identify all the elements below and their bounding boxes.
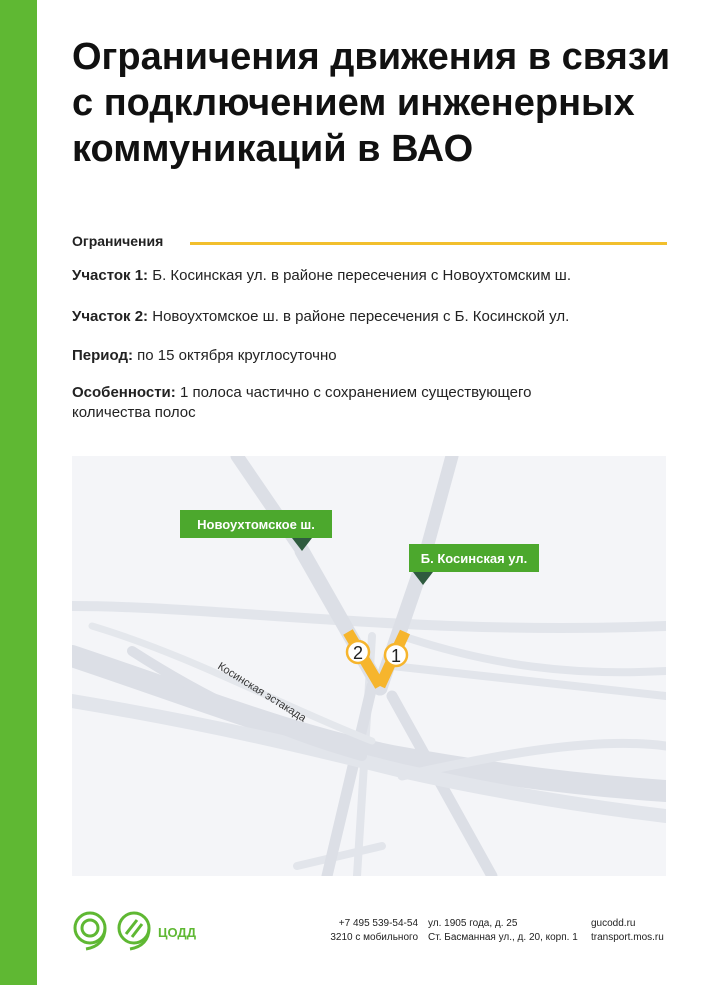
footer-address: ул. 1905 года, д. 25 — [428, 918, 518, 929]
footer-phone[interactable]: +7 495 539-54-54 — [338, 918, 418, 929]
footer-address: Ст. Басманная ул., д. 20, корп. 1 — [428, 932, 578, 943]
footer-site-link[interactable]: transport.mos.ru — [591, 932, 664, 943]
footer-phones — [290, 917, 418, 945]
callout-novoukhtomskoe-label: Новоухтомское ш. — [197, 517, 315, 532]
green-side-bar — [0, 0, 37, 985]
footer-site-link[interactable]: gucodd.ru — [591, 918, 636, 929]
detail-segment-2 — [72, 307, 672, 327]
detail-text: по 15 октября круглосуточно — [137, 347, 337, 364]
marker-1-label: 1 — [390, 646, 402, 666]
callout-kosinskaya-label: Б. Косинская ул. — [420, 551, 528, 566]
codd-logo-icon — [119, 913, 149, 949]
footer-addresses — [428, 917, 588, 945]
callout-kosinskaya — [409, 544, 539, 585]
gucodd-logo-icon — [75, 913, 105, 949]
section-header — [72, 233, 667, 253]
footer — [0, 905, 720, 955]
detail-label: Участок 1: — [72, 267, 149, 284]
road-map — [72, 456, 666, 876]
detail-segment-1 — [72, 266, 672, 286]
detail-text: Новоухтомское ш. в районе пересечения с Б. Косинской ул. — [152, 308, 570, 325]
overpass-label: Косинская эстакада — [215, 660, 309, 725]
page-title: Ограничения движения в связи с подключением инженерных коммуникаций в ВАО — [72, 36, 671, 170]
callout-novoukhtomskoe — [180, 510, 332, 551]
detail-text: 1 полоса частично с сохранением существующего количества полос — [72, 384, 532, 421]
detail-label: Особенности: — [72, 384, 176, 401]
detail-period — [72, 346, 672, 366]
section-label: Ограничения — [72, 233, 164, 249]
section-divider — [190, 242, 667, 245]
detail-label: Период: — [72, 347, 133, 364]
detail-features — [72, 383, 612, 423]
footer-sites — [591, 917, 681, 945]
footer-phone-mobile[interactable]: 3210 с мобильного — [330, 932, 418, 943]
codd-logo-text: ЦОДД — [158, 925, 196, 940]
footer-logos — [70, 907, 210, 957]
detail-text: Б. Косинская ул. в районе пересечения с Новоухтомским ш. — [152, 267, 572, 284]
marker-2-label: 2 — [352, 643, 364, 663]
detail-label: Участок 2: — [72, 308, 149, 325]
